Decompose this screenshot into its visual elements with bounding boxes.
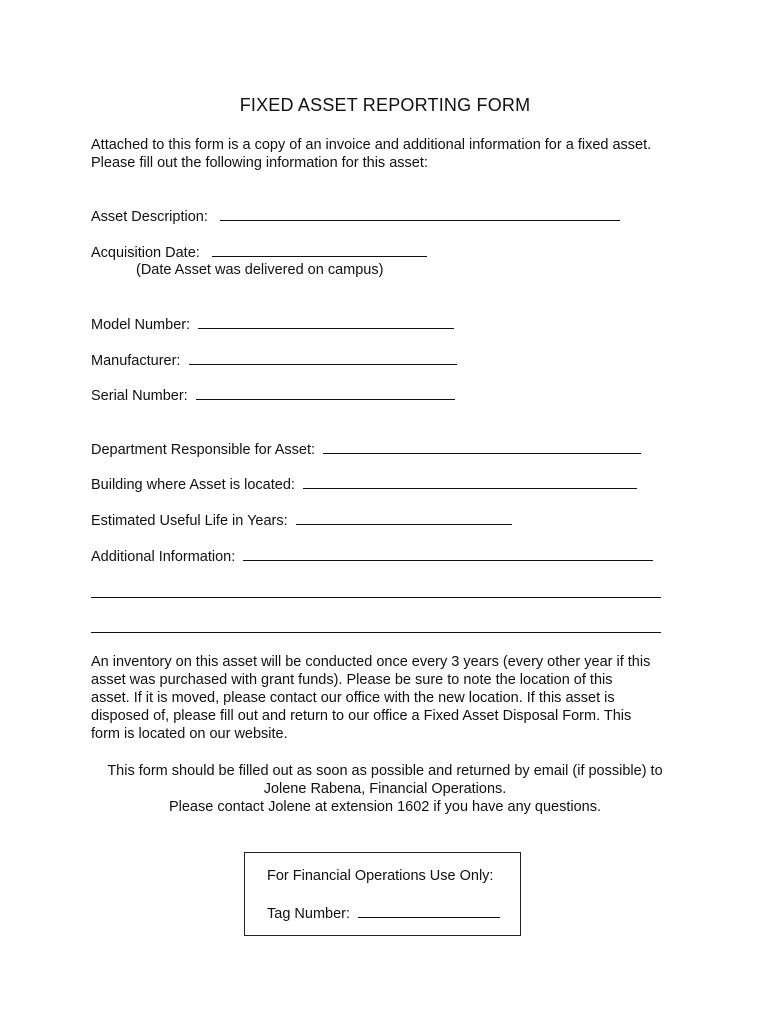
form-title: FIXED ASSET REPORTING FORM: [239, 95, 531, 115]
asset-description-blank[interactable]: [220, 206, 620, 221]
manufacturer-label: Manufacturer:: [91, 353, 181, 369]
model-number-field: [91, 314, 454, 334]
building-blank[interactable]: [303, 474, 637, 489]
tag-number-label: Tag Number:: [267, 906, 351, 922]
additional-info-field: [91, 546, 653, 566]
serial-number-blank[interactable]: [196, 385, 455, 400]
manufacturer-field: [91, 350, 457, 370]
acquisition-date-field: [91, 242, 427, 262]
model-number-blank[interactable]: [198, 314, 454, 329]
building-label: Building where Asset is located:: [91, 477, 295, 493]
department-label: Department Responsible for Asset:: [91, 442, 316, 458]
acquisition-date-note: (Date Asset was delivered on campus): [136, 262, 384, 278]
notice-line-3: asset. If it is moved, please contact our office with the new location. If this asset is: [91, 690, 615, 706]
office-use-heading: For Financial Operations Use Only:: [267, 868, 494, 884]
additional-info-line-2[interactable]: [91, 597, 661, 598]
intro-line-1: Attached to this form is a copy of an invoice and additional information for a fixed asset.: [91, 137, 652, 153]
contact-line-3: Please contact Jolene at extension 1602 if you have any questions.: [168, 799, 602, 815]
notice-line-4: disposed of, please fill out and return to our office a Fixed Asset Disposal Form. This: [91, 708, 632, 724]
model-number-label: Model Number:: [91, 317, 191, 333]
additional-info-label: Additional Information:: [91, 549, 236, 565]
notice-line-5: form is located on our website.: [91, 726, 288, 742]
intro-text: [91, 136, 691, 172]
intro-line-2: Please fill out the following information for this asset:: [91, 155, 428, 171]
contact-line-2: Jolene Rabena, Financial Operations.: [263, 781, 507, 797]
tag-number-blank[interactable]: [358, 903, 500, 918]
additional-info-line-3[interactable]: [91, 632, 661, 633]
department-field: [91, 439, 641, 459]
additional-info-blank[interactable]: [243, 546, 653, 561]
acquisition-date-blank[interactable]: [212, 242, 427, 257]
useful-life-blank[interactable]: [296, 510, 512, 525]
notice-line-2: asset was purchased with grant funds). Please be sure to note the location of this: [91, 672, 613, 688]
manufacturer-blank[interactable]: [189, 350, 457, 365]
office-use-box: [244, 852, 521, 936]
useful-life-label: Estimated Useful Life in Years:: [91, 513, 288, 529]
tag-number-field: [267, 903, 500, 922]
notice-line-1: An inventory on this asset will be conducted once every 3 years (every other year if this: [91, 654, 651, 670]
inventory-notice: [91, 653, 681, 743]
useful-life-field: [91, 510, 512, 530]
acquisition-date-label: Acquisition Date:: [91, 245, 200, 261]
building-field: [91, 474, 637, 494]
department-blank[interactable]: [323, 439, 641, 454]
serial-number-label: Serial Number:: [91, 388, 188, 404]
asset-description-label: Asset Description:: [91, 209, 208, 225]
serial-number-field: [91, 385, 455, 405]
contact-line-1: This form should be filled out as soon as possible and returned by email (if possible) to: [107, 763, 663, 779]
asset-description-field: [91, 206, 620, 226]
contact-instructions: [70, 762, 700, 816]
